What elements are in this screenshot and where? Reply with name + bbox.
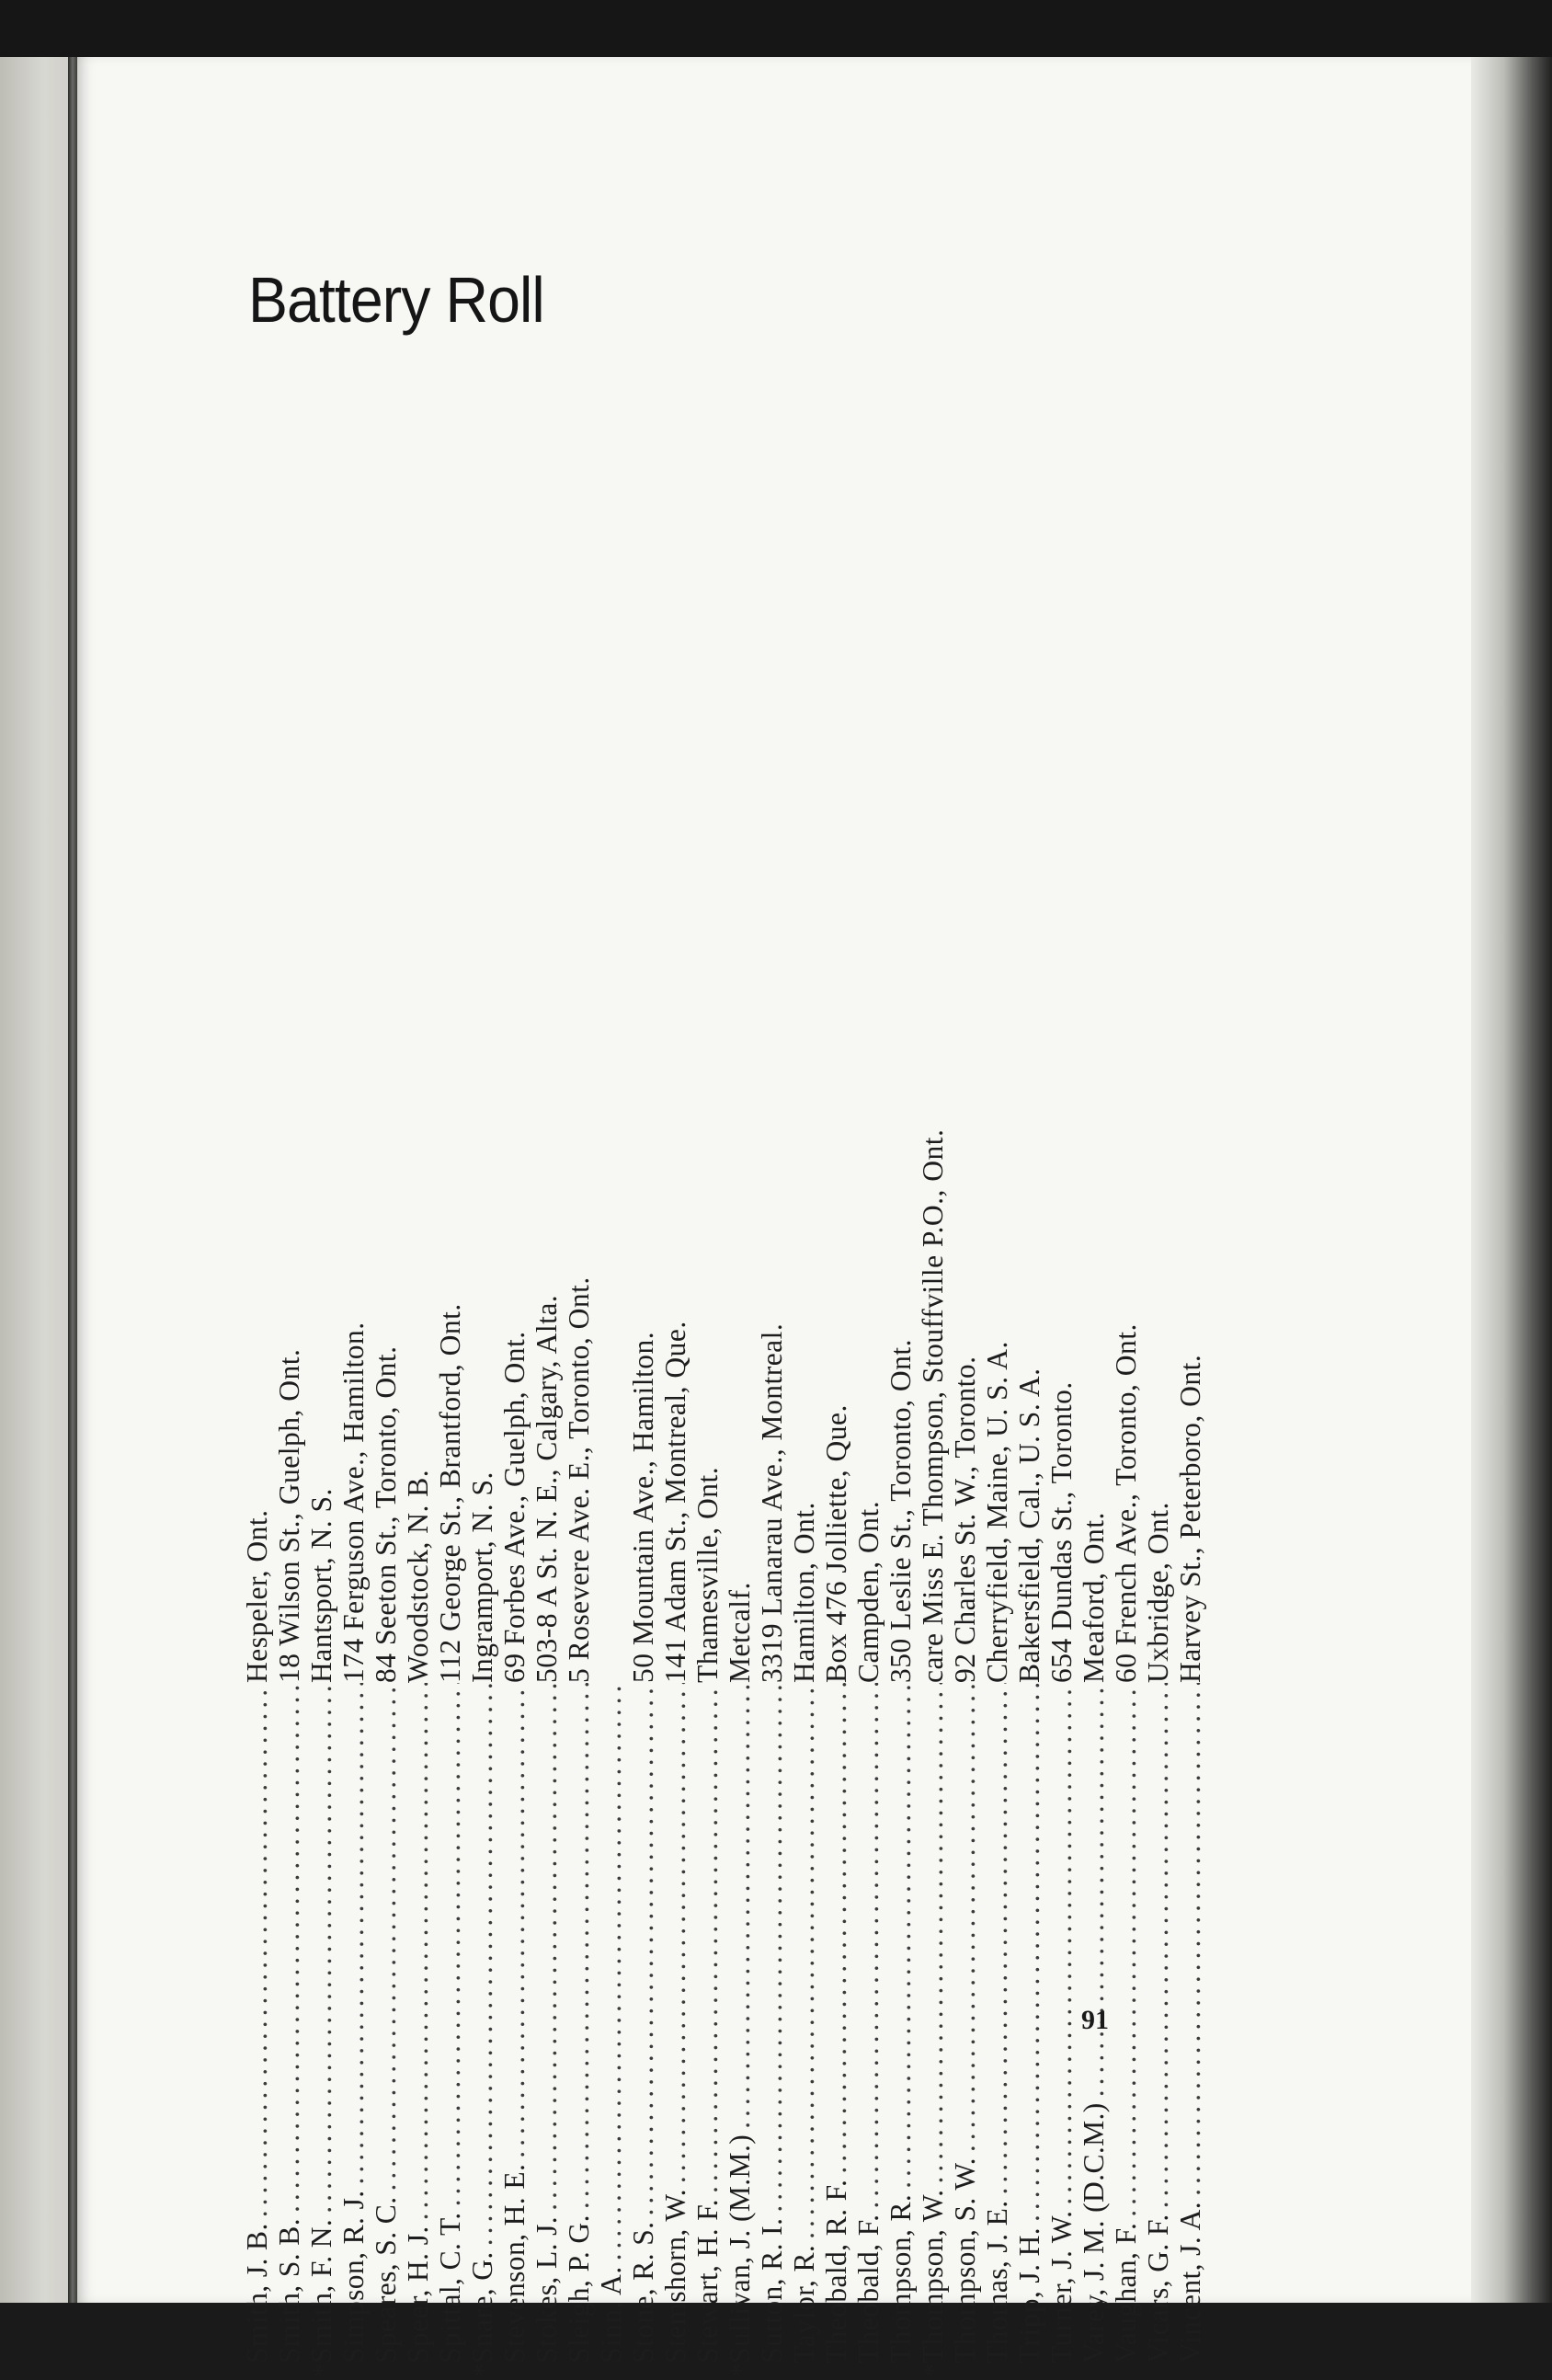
home-address: Uxbridge, Ont. bbox=[1142, 1502, 1174, 1683]
battery-roll-list bbox=[241, 669, 1206, 2380]
home-address: 112 George St., Brantford, Ont. bbox=[434, 1303, 466, 1683]
home-address: Metcalf. bbox=[724, 1582, 756, 1683]
roll-entry bbox=[434, 669, 466, 2380]
soldier-name: Smith, S. B. bbox=[273, 2218, 305, 2363]
name-cell bbox=[563, 1683, 595, 2363]
dot-leader bbox=[273, 1683, 305, 2218]
name-cell bbox=[531, 1683, 563, 2363]
dot-leader bbox=[563, 1683, 595, 2214]
roll-entry bbox=[884, 669, 917, 2380]
page-stack-edge bbox=[1471, 57, 1552, 2303]
home-address: Campden, Ont. bbox=[852, 1500, 884, 1683]
name-cell bbox=[498, 1683, 531, 2363]
name-cell bbox=[1045, 1683, 1078, 2363]
dot-leader bbox=[949, 1683, 981, 2157]
name-cell bbox=[370, 1683, 402, 2363]
soldier-name: Sleigh, P. G. bbox=[563, 2214, 595, 2363]
home-address: 503-8 A St. N. E., Calgary, Alta. bbox=[531, 1294, 563, 1683]
dot-leader bbox=[627, 1683, 659, 2222]
home-address: Hespeler, Ont. bbox=[241, 1509, 273, 1683]
home-address: 3319 Lanarau Ave., Montreal. bbox=[756, 1322, 788, 1683]
page-number: 91 bbox=[1081, 2005, 1109, 2035]
soldier-name: Spittal, C. T. bbox=[434, 2212, 466, 2363]
soldier-name: Smith, F. N. bbox=[305, 2218, 337, 2363]
dot-leader bbox=[724, 1683, 756, 2134]
soldier-name: Vaughan, F. bbox=[1110, 2222, 1142, 2363]
roll-entry bbox=[981, 669, 1013, 2380]
dot-leader bbox=[852, 1683, 884, 2214]
roll-entry bbox=[917, 669, 949, 2380]
roll-entry bbox=[273, 669, 305, 2380]
home-address: 92 Charles St. W., Toronto. bbox=[949, 1356, 981, 1683]
roll-entry bbox=[402, 669, 434, 2380]
home-address: Bakersfield, Cal., U. S. A. bbox=[1013, 1367, 1045, 1683]
roll-entry bbox=[756, 669, 788, 2380]
deceased-marker: * bbox=[307, 2363, 337, 2377]
roll-entry bbox=[498, 669, 531, 2380]
dot-leader bbox=[531, 1683, 563, 2216]
roll-entry bbox=[852, 669, 884, 2380]
page-title: Battery Roll bbox=[248, 264, 544, 336]
facing-page-edge bbox=[0, 57, 74, 2303]
dot-leader bbox=[1142, 1683, 1174, 2214]
soldier-name: Thompson, R. bbox=[884, 2193, 917, 2363]
dot-leader bbox=[1078, 1683, 1110, 2102]
home-address: Box 476 Jolliette, Que. bbox=[820, 1404, 852, 1683]
roll-entry bbox=[337, 669, 370, 2380]
soldier-name: Thompson, W. bbox=[917, 2189, 949, 2363]
dot-leader bbox=[337, 1683, 370, 2190]
home-address: Ingramport, N. S. bbox=[466, 1471, 498, 1683]
soldier-name: Stewart, H. F. bbox=[691, 2199, 724, 2363]
scanner-background bbox=[0, 0, 1552, 57]
soldier-name: Thompson, S. W. bbox=[949, 2157, 981, 2363]
roll-entry bbox=[370, 669, 402, 2380]
name-cell bbox=[402, 1683, 434, 2363]
home-address: 18 Wilson St., Guelph, Ont. bbox=[273, 1348, 305, 1683]
soldier-name: Sullivan, J. (M.M.) bbox=[724, 2134, 756, 2363]
name-cell bbox=[595, 1683, 627, 2363]
name-cell bbox=[756, 1683, 788, 2363]
soldier-name: Tripp, J. H. bbox=[1013, 2226, 1045, 2363]
soldier-name: Thomas, J. E. bbox=[981, 2200, 1013, 2363]
soldier-name: Stone, R. S. bbox=[627, 2221, 659, 2363]
roll-entry bbox=[691, 669, 724, 2380]
soldier-name: Stokes, L. J. bbox=[531, 2215, 563, 2363]
name-cell bbox=[1013, 1683, 1045, 2363]
dot-leader bbox=[1110, 1683, 1142, 2223]
home-address: 50 Mountain Ave., Hamilton. bbox=[627, 1331, 659, 1683]
soldier-name: Turner, J. W. bbox=[1045, 2210, 1078, 2363]
home-address: 350 Leslie St., Toronto, Ont. bbox=[884, 1339, 917, 1683]
name-cell bbox=[241, 1683, 273, 2363]
deceased-marker: * bbox=[468, 2363, 498, 2377]
name-cell bbox=[949, 1683, 981, 2363]
dot-leader bbox=[820, 1683, 852, 2180]
soldier-name: Sinn, A. bbox=[595, 2266, 627, 2363]
roll-entry bbox=[820, 669, 852, 2380]
dot-leader bbox=[402, 1683, 434, 2226]
dot-leader bbox=[788, 1683, 820, 2245]
name-cell bbox=[1110, 1683, 1142, 2363]
roll-entry bbox=[466, 669, 498, 2380]
roll-entry bbox=[659, 669, 691, 2380]
dot-leader bbox=[241, 1683, 273, 2223]
name-cell bbox=[305, 1683, 337, 2363]
home-address: care Miss E. Thompson, Stouffville P.O., Ont. bbox=[917, 1128, 949, 1683]
roll-entry bbox=[1078, 669, 1110, 2380]
home-address: Cherryfield, Maine, U. S. A. bbox=[981, 1341, 1013, 1683]
name-cell bbox=[691, 1683, 724, 2363]
home-address: 5 Rosevere Ave. E., Toronto, Ont. bbox=[563, 1276, 595, 1683]
roll-entry bbox=[531, 669, 563, 2380]
soldier-name: Snare, G. bbox=[466, 2251, 498, 2363]
soldier-name: Sutton, R. I. bbox=[756, 2217, 788, 2363]
name-cell bbox=[273, 1683, 305, 2363]
soldier-name: Stemshorn, W. bbox=[659, 2189, 691, 2363]
dot-leader bbox=[659, 1683, 691, 2189]
soldier-name: Stevenson, H. E. bbox=[498, 2163, 531, 2363]
dot-leader bbox=[917, 1683, 949, 2190]
dot-leader bbox=[595, 1683, 627, 2266]
roll-entry bbox=[595, 669, 627, 2380]
name-cell bbox=[1142, 1683, 1174, 2363]
name-cell bbox=[724, 1683, 756, 2363]
soldier-name: Vincent, J. A. bbox=[1174, 2201, 1206, 2363]
home-address: 141 Adam St., Montreal, Que. bbox=[659, 1321, 691, 1683]
name-cell bbox=[466, 1683, 498, 2363]
book-gutter bbox=[68, 57, 77, 2303]
home-address: Hamilton, Ont. bbox=[788, 1502, 820, 1683]
roll-entry bbox=[241, 669, 273, 2380]
soldier-name: Simpson, R. J. bbox=[337, 2190, 370, 2363]
roll-entry bbox=[1013, 669, 1045, 2380]
dot-leader bbox=[691, 1683, 724, 2199]
roll-entry bbox=[1174, 669, 1206, 2380]
name-cell bbox=[337, 1683, 370, 2363]
soldier-name: Smith, J. B. bbox=[241, 2223, 273, 2363]
soldier-name: Taylor, R. bbox=[788, 2244, 820, 2363]
roll-entry bbox=[305, 669, 337, 2380]
home-address: 69 Forbes Ave., Guelph, Ont. bbox=[498, 1331, 531, 1683]
dot-leader bbox=[434, 1683, 466, 2212]
dot-leader bbox=[1045, 1683, 1078, 2211]
soldier-name: Theobald, F. bbox=[852, 2214, 884, 2363]
roll-entry bbox=[1142, 669, 1174, 2380]
name-cell bbox=[852, 1683, 884, 2363]
home-address: Meaford, Ont. bbox=[1078, 1512, 1110, 1683]
home-address: Thamesville, Ont. bbox=[691, 1466, 724, 1683]
name-cell bbox=[917, 1683, 949, 2363]
roll-entry bbox=[724, 669, 756, 2380]
dot-leader bbox=[884, 1683, 917, 2194]
home-address: Harvey St., Peterboro, Ont. bbox=[1174, 1354, 1206, 1683]
home-address: 174 Ferguson Ave., Hamilton. bbox=[337, 1322, 370, 1683]
name-cell bbox=[627, 1683, 659, 2363]
dot-leader bbox=[305, 1683, 337, 2219]
home-address: 84 Seeton St., Toronto, Ont. bbox=[370, 1345, 402, 1683]
name-cell bbox=[1174, 1683, 1206, 2363]
deceased-marker: * bbox=[725, 2363, 756, 2377]
dot-leader bbox=[1013, 1683, 1045, 2227]
soldier-name: Vicars, G. F. bbox=[1142, 2214, 1174, 2363]
soldier-name: Speer, H. J. bbox=[402, 2226, 434, 2363]
deceased-marker: * bbox=[919, 2363, 949, 2377]
dot-leader bbox=[756, 1683, 788, 2218]
dot-leader bbox=[370, 1683, 402, 2197]
dot-leader bbox=[498, 1683, 531, 2164]
dot-leader bbox=[1174, 1683, 1206, 2202]
home-address: Hantsport, N. S. bbox=[305, 1488, 337, 1683]
dot-leader bbox=[466, 1683, 498, 2251]
name-cell bbox=[788, 1683, 820, 2363]
name-cell bbox=[981, 1683, 1013, 2363]
soldier-name: Varey, J. M. (D.C.M.) bbox=[1078, 2102, 1110, 2363]
home-address: Woodstock, N. B. bbox=[402, 1469, 434, 1683]
name-cell bbox=[884, 1683, 917, 2363]
roll-entry bbox=[563, 669, 595, 2380]
soldier-name: Theobald, R. F. bbox=[820, 2179, 852, 2363]
roll-entry bbox=[1045, 669, 1078, 2380]
roll-entry bbox=[788, 669, 820, 2380]
home-address: 60 French Ave., Toronto, Ont. bbox=[1110, 1323, 1142, 1683]
name-cell bbox=[434, 1683, 466, 2363]
home-address: 654 Dundas St., Toronto. bbox=[1045, 1381, 1078, 1683]
roll-entry bbox=[627, 669, 659, 2380]
name-cell bbox=[820, 1683, 852, 2363]
dot-leader bbox=[981, 1683, 1013, 2200]
name-cell bbox=[659, 1683, 691, 2363]
soldier-name: Speares, S. C. bbox=[370, 2196, 402, 2363]
roll-entry bbox=[949, 669, 981, 2380]
roll-entry bbox=[1110, 669, 1142, 2380]
